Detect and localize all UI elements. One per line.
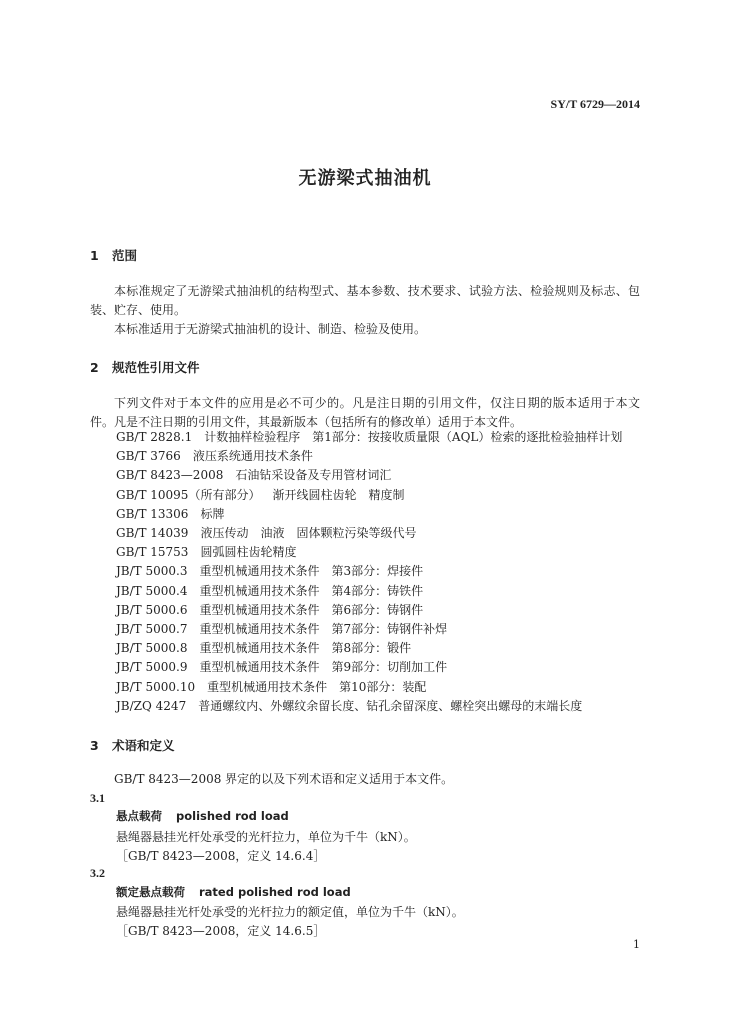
section-3-heading: [90, 736, 175, 754]
section-number: 3: [90, 738, 99, 753]
reference-title: 重型机械通用技术条件 第3部分：焊接件: [199, 564, 424, 579]
reference-code: JB/T 5000.6: [116, 602, 188, 617]
reference-item: [90, 562, 650, 581]
page-number: 1: [633, 938, 640, 951]
term-heading: [116, 884, 351, 900]
reference-item: [90, 639, 650, 658]
reference-list: [90, 428, 650, 716]
reference-item: [90, 697, 650, 716]
reference-item: [90, 486, 650, 505]
reference-item: [90, 543, 650, 562]
reference-code: GB/T 2828.1: [116, 430, 193, 444]
section-number: 2: [90, 360, 99, 375]
section-title: 规范性引用文件: [112, 360, 200, 375]
reference-code: JB/T 5000.10: [116, 679, 196, 694]
term-source: ［GB/T 8423—2008，定义 14.6.4］: [116, 849, 326, 863]
reference-code: GB/T 10095（所有部分）: [116, 487, 261, 502]
reference-code: JB/T 5000.8: [116, 641, 188, 656]
reference-item: [90, 620, 650, 639]
reference-title: 普通螺纹内、外螺纹余留长度、钻孔余留深度、螺栓突出螺母的末端长度: [198, 698, 583, 713]
section-2-heading: [90, 358, 200, 376]
reference-code: GB/T 14039: [116, 526, 189, 541]
reference-title: 圆弧圆柱齿轮精度: [200, 545, 297, 560]
reference-title: 石油钻采设备及专用管材词汇: [235, 468, 392, 483]
section-1-heading: [90, 246, 137, 264]
reference-item: [90, 466, 650, 485]
reference-item: [90, 601, 650, 620]
reference-item: [90, 658, 650, 677]
term-heading: [116, 808, 289, 824]
reference-code: JB/T 5000.9: [116, 660, 188, 675]
term-number: 3.2: [90, 866, 105, 880]
reference-title: 重型机械通用技术条件 第9部分：切削加工件: [199, 660, 448, 675]
section-title: 术语和定义: [112, 738, 175, 753]
term-en: polished rod load: [176, 809, 289, 823]
reference-title: 渐开线圆柱齿轮 精度制: [272, 487, 405, 502]
reference-title: 重型机械通用技术条件 第10部分：装配: [207, 679, 427, 694]
term-source: ［GB/T 8423—2008，定义 14.6.5］: [116, 924, 326, 938]
term-definition: 悬绳器悬挂光杆处承受的光杆拉力，单位为千牛（kN）。: [116, 830, 416, 844]
reference-title: 液压系统通用技术条件: [192, 449, 313, 464]
term-number: 3.1: [90, 791, 105, 805]
section-title: 范围: [112, 248, 138, 263]
scope-paragraph-1: 本标准规定了无游梁式抽油机的结构型式、基本参数、技术要求、试验方法、检验规则及标志、包装、贮存、使用。: [90, 284, 640, 317]
reference-item: [90, 428, 650, 447]
reference-item: [90, 582, 650, 601]
reference-title: 标牌: [200, 506, 225, 521]
reference-item: [90, 447, 650, 466]
reference-title: 计数抽样检验程序 第1部分：按接收质量限（AQL）检索的逐批检验抽样计划: [204, 430, 623, 444]
term-en: rated polished rod load: [199, 885, 351, 899]
reference-title: 液压传动 油液 固体颗粒污染等级代号: [200, 526, 417, 541]
reference-code: JB/ZQ 4247: [116, 698, 187, 713]
reference-code: JB/T 5000.3: [116, 564, 188, 579]
document-title: 无游梁式抽油机: [298, 168, 432, 189]
reference-code: GB/T 15753: [116, 545, 189, 560]
reference-title: 重型机械通用技术条件 第7部分：铸钢件补焊: [199, 622, 448, 637]
standard-code: SY/T 6729—2014: [550, 97, 640, 111]
reference-code: JB/T 5000.7: [116, 622, 188, 637]
reference-code: GB/T 8423—2008: [116, 468, 224, 483]
scope-paragraph-2: 本标准适用于无游梁式抽油机的设计、制造、检验及使用。: [114, 322, 427, 336]
reference-item: [90, 505, 650, 524]
reference-code: GB/T 13306: [116, 506, 189, 521]
term-zh: 悬点载荷: [116, 809, 162, 823]
terms-intro: GB/T 8423—2008 界定的以及下列术语和定义适用于本文件。: [114, 772, 454, 786]
references-intro: 下列文件对于本文件的应用是必不可少的。凡是注日期的引用文件，仅注日期的版本适用于本文件。凡是不注日期的引用文件，其最新版本（包括所有的修改单）适用于本文件。: [90, 396, 640, 429]
reference-item: [90, 678, 650, 697]
reference-code: GB/T 3766: [116, 449, 181, 464]
section-number: 1: [90, 248, 99, 263]
reference-code: JB/T 5000.4: [116, 583, 188, 598]
term-definition: 悬绳器悬挂光杆处承受的光杆拉力的额定值，单位为千牛（kN）。: [116, 905, 464, 919]
reference-title: 重型机械通用技术条件 第6部分：铸钢件: [199, 602, 424, 617]
reference-title: 重型机械通用技术条件 第8部分：锻件: [199, 641, 412, 656]
reference-item: [90, 524, 650, 543]
reference-title: 重型机械通用技术条件 第4部分：铸铁件: [199, 583, 424, 598]
term-zh: 额定悬点载荷: [116, 885, 185, 899]
